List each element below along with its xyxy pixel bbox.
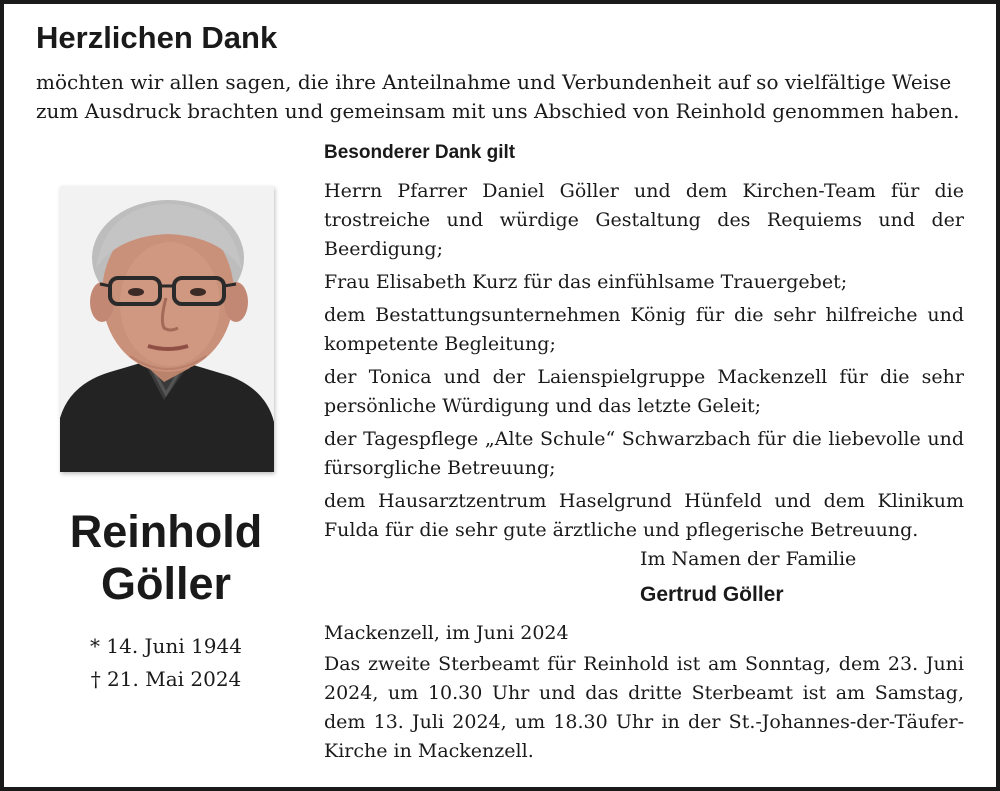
thanks-entry-funeral-home: dem Bestattungsunternehmen König für die sehr hilfreiche und kompetente Begleitung; [324, 304, 964, 355]
headline: Herzlichen Dank [36, 20, 278, 55]
thanks-list [324, 177, 964, 545]
portrait-illustration [60, 186, 274, 472]
thanks-entry-prayer: Frau Elisabeth Kurz für das einfühlsame Trauergebet; [324, 271, 848, 293]
intro-text: möchten wir allen sagen, die ihre Anteilnahme und Verbundenheit auf so vielfältige Weise zum Ausdruck brachten und gemeinsam mit uns Abschied von Reinhold genommen haben. [36, 70, 960, 123]
deceased-first-name: Reinhold [69, 506, 263, 557]
signature-intro: Im Namen der Familie [640, 548, 857, 570]
memorial-mass-notice: Das zweite Sterbeamt für Reinhold ist am Sonntag, dem 23. Juni 2024, um 10.30 Uhr und das dritte Sterbeamt ist am Samstag, dem 13. Juli 2024, um 18.30 Uhr in der St.-Johannes-der-Täufer-Kirche in Mackenzell. [324, 653, 964, 762]
thanks-entry-music-theater: der Tonica und der Laienspielgruppe Mackenzell für die sehr persönliche Würdigung und das letzte Geleit; [324, 366, 964, 417]
signer-name: Gertrud Göller [640, 583, 784, 606]
special-thanks-title: Besonderer Dank gilt [324, 142, 516, 163]
birth-date: * 14. Juni 1944 [90, 634, 242, 658]
place-date: Mackenzell, im Juni 2024 [324, 622, 569, 644]
thanks-entry-day-care: der Tagespflege „Alte Schule“ Schwarzbach für die liebevolle und fürsorgliche Betreuung; [324, 428, 964, 479]
thanks-entry-pastor: Herrn Pfarrer Daniel Göller und dem Kirchen-Team für die trostreiche und würdige Gestaltung des Requiems und der Beerdigung; [324, 180, 964, 260]
death-date: † 21. Mai 2024 [90, 667, 242, 691]
deceased-last-name: Göller [100, 558, 232, 609]
thanks-entry-medical: dem Hausarztzentrum Haselgrund Hünfeld und dem Klinikum Fulda für die sehr gute ärztliche und pflegerische Betreuung. [324, 490, 964, 541]
portrait-photo [60, 186, 274, 472]
